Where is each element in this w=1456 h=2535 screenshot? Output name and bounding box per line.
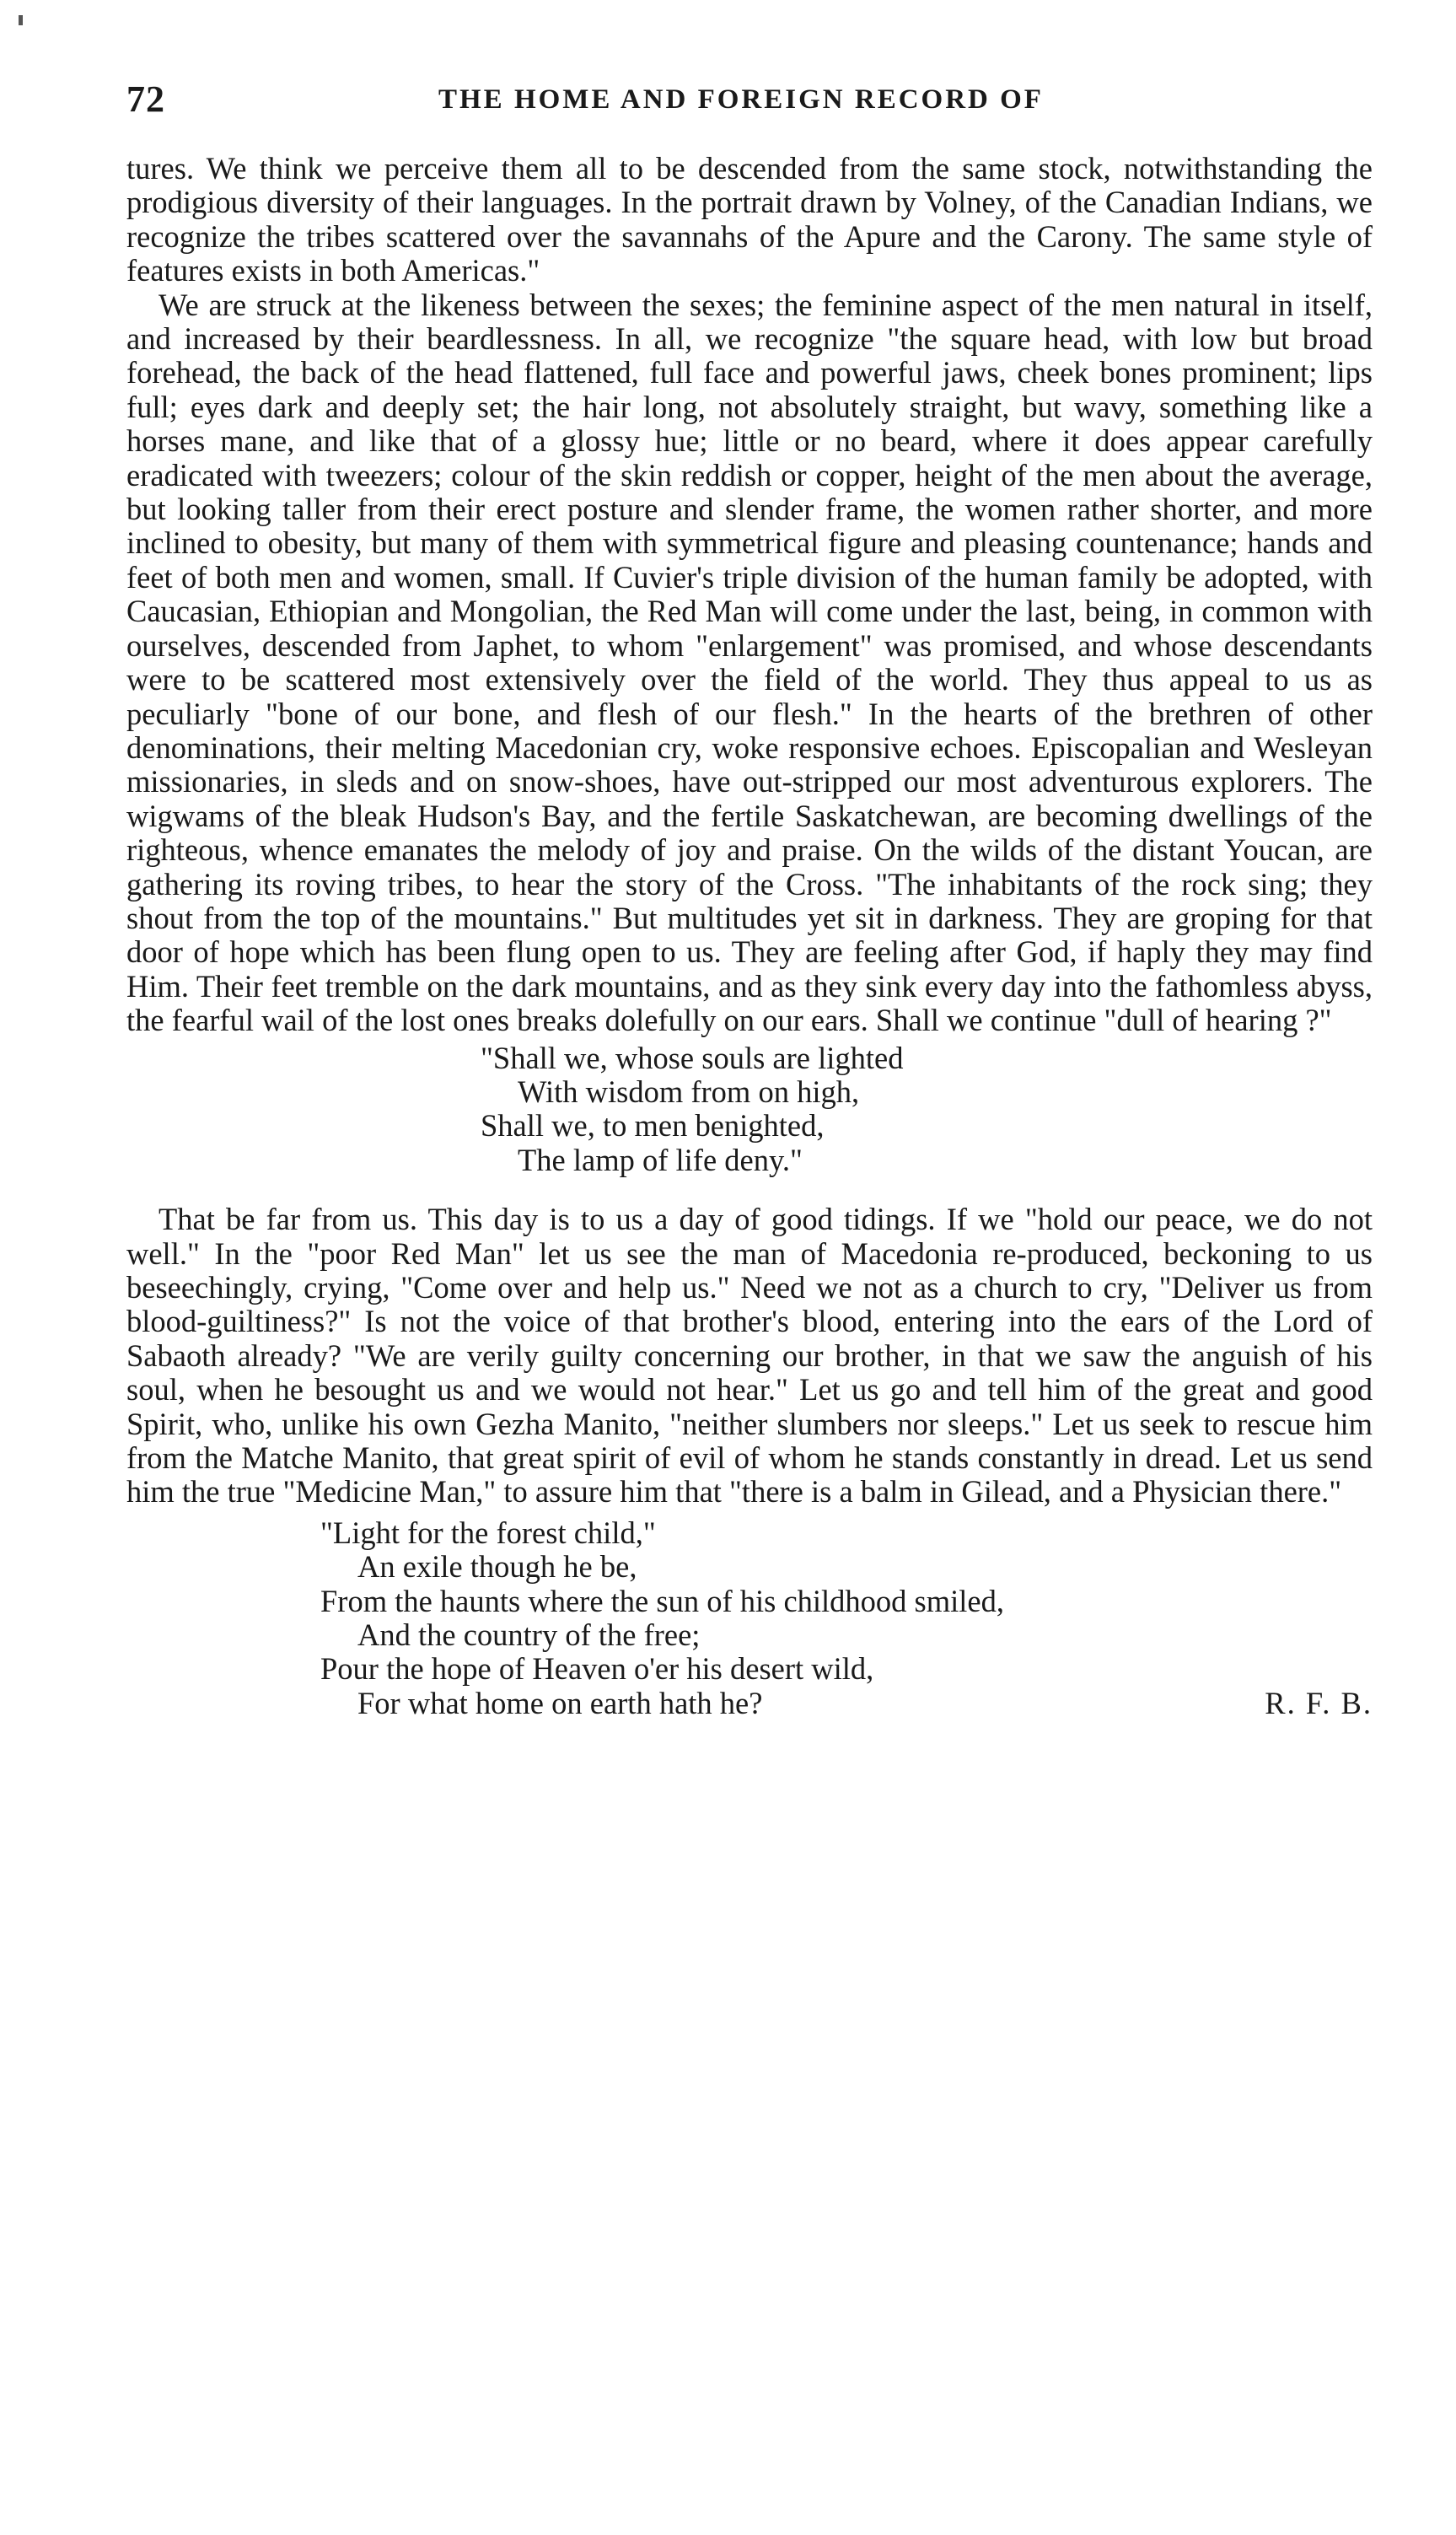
poem-line: The lamp of life deny." bbox=[518, 1142, 803, 1177]
poem-line: Pour the hope of Heaven o'er his desert wild, bbox=[320, 1651, 874, 1687]
poem-line: And the country of the free; bbox=[357, 1617, 701, 1653]
poem-line: With wisdom from on high, bbox=[518, 1074, 860, 1109]
paragraph-1: tures. We think we perceive them all to be descended from the same stock, notwithstanding the prodigious diversity of their languages. In the portrait drawn by Volney, of the Canadian Indians, we recognize the tribes scattered over the savannahs of the Apure and the Carony. The same style of features exists in both Americas." bbox=[126, 151, 1373, 288]
author-signature: R. F. B. bbox=[1265, 1685, 1373, 1720]
paragraph-3: That be far from us. This day is to us a day of good tidings. If we "hold our peace, we do not well." In the "poor Red Man" let us see the man of Macedonia re-produced, beckoning to us beseechingly, crying, "Come over and help us." Need we not as a church to cry, "Deliver us from blood-guiltiness?" Is not the voice of that brother's blood, entering into the ears of the Lord of Sabaoth already? "We are verily guilty concerning our brother, in that we saw the anguish of his soul, when he besought us and we would not hear." Let us go and tell him of the great and good Spirit, who, unlike his own Gezha Manito, "neither slumbers nor sleeps." Let us seek to rescue him from the Matche Manito, that great spirit of evil of whom he stands constantly in dread. Let us send him the true "Medicine Man," to assure him that "there is a balm in Gilead, and a Physician there." bbox=[126, 1202, 1373, 1510]
page-number: 72 bbox=[126, 78, 165, 120]
poem-line: An exile though he be, bbox=[357, 1549, 637, 1585]
poem-stanza-2 bbox=[126, 1516, 1373, 1720]
poem-line: "Light for the forest child," bbox=[320, 1515, 656, 1550]
paragraph-2: We are struck at the likeness between the sexes; the feminine aspect of the men natural in itself, and increased by their beardlessness. In all, we recognize "the square head, with low but broad forehead, the back of the head flattened, full face and powerful jaws, cheek bones prominent; lips full; eyes dark and deeply set; the hair long, not absolutely straight, but wavy, something like a horses mane, and like that of a glossy hue; little or no beard, where it does appear carefully eradicated with tweezers; colour of the skin reddish or copper, height of the men about the average, but looking taller from their erect posture and slender frame, the women rather shorter, and more inclined to obesity, but many of them with symmetrical figure and pleasing countenance; hands and feet of both men and women, small. If Cuvier's triple division of the human family be adopted, with Caucasian, Ethiopian and Mongolian, the Red Man will come under the last, being, in common with ourselves, descended from Japhet, to whom "enlargement" was promised, and whose descendants were to be scattered most extensively over the field of the world. They thus appeal to us as peculiarly "bone of our bone, and flesh of our flesh." In the hearts of the brethren of other denominations, their melting Macedonian cry, woke responsive echoes. Episcopalian and Wesleyan missionaries, in sleds and on snow-shoes, have out-stripped our most adventurous explorers. The wigwams of the bleak Hudson's Bay, and the fertile Saskatchewan, are becoming dwellings of the righteous, whence emanates the melody of joy and praise. On the wilds of the distant Youcan, are gathering its roving tribes, to hear the story of the Cross. "The inhabitants of the rock sing; they shout from the top of the mountains." But multitudes yet sit in darkness. They are groping for that door of hope which has been flung open to us. They are feeling after God, if haply they may find Him. Their feet tremble on the dark mountains, and as they sink every day into the fathomless abyss, the fearful wail of the lost ones breaks dolefully on our ears. Shall we continue "dull of hearing ?" bbox=[126, 287, 1373, 1038]
page-header bbox=[126, 78, 1374, 128]
poem-line: Shall we, to men benighted, bbox=[481, 1108, 825, 1144]
poem-stanza-1 bbox=[126, 1041, 1373, 1178]
poem-line: "Shall we, whose souls are lighted bbox=[481, 1040, 904, 1075]
poem-line: For what home on earth hath he? bbox=[357, 1685, 763, 1720]
running-head: THE HOME AND FOREIGN RECORD OF bbox=[438, 84, 1044, 115]
poem-line: From the haunts where the sun of his childhood smiled, bbox=[320, 1583, 1005, 1618]
body-text bbox=[126, 152, 1373, 1720]
page-edge-mark bbox=[19, 15, 23, 25]
